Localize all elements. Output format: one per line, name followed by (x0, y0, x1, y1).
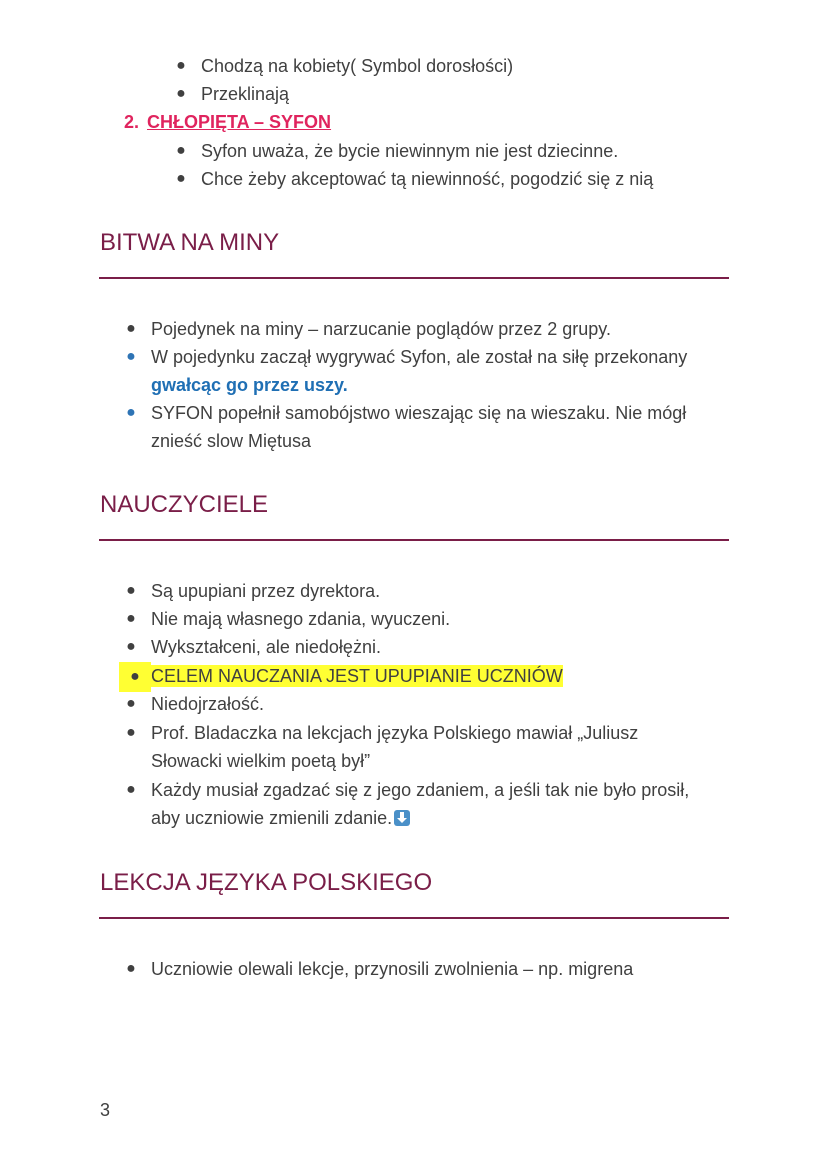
list-item (126, 955, 634, 983)
list-item (126, 776, 690, 804)
list-item (126, 399, 687, 427)
list-item (126, 343, 688, 371)
heading-divider (99, 917, 729, 919)
bullet-icon: ● (126, 582, 136, 599)
bullet-icon: ● (126, 695, 136, 712)
list-item (126, 577, 381, 605)
emphasized-text: gwałcąc go przez uszy. (151, 375, 348, 395)
down-arrow-icon (394, 810, 410, 826)
bullet-icon: ● (126, 610, 136, 627)
list-item-text: Chce żeby akceptować tą niewinność, pogodzić się z nią (201, 169, 654, 189)
list-item-text: SYFON popełnił samobójstwo wieszając się na wieszaku. Nie mógł (151, 403, 687, 423)
bullet-icon: ● (119, 662, 151, 692)
list-item-text: W pojedynku zaczął wygrywać Syfon, ale został na siłę przekonany (151, 347, 688, 367)
item-number: 2. (124, 112, 140, 132)
list-item (126, 315, 611, 343)
bullet-icon: ● (176, 85, 186, 102)
list-item-text: znieść slow Miętusa (151, 431, 312, 451)
list-item-text: Niedojrzałość. (151, 694, 265, 714)
list-item-text: Syfon uważa, że bycie niewinnym nie jest dziecinne. (201, 141, 619, 161)
bullet-icon: ● (126, 638, 136, 655)
heading-divider (99, 277, 729, 279)
bullet-icon: ● (126, 348, 136, 365)
list-item-continuation (151, 371, 348, 399)
page-number: 3 (100, 1100, 111, 1120)
bullet-icon: ● (126, 724, 136, 741)
list-item-text: aby uczniowie zmienili zdanie. (151, 808, 393, 828)
bullet-icon: ● (126, 320, 136, 337)
list-item-text: Chodzą na kobiety( Symbol dorosłości) (201, 56, 514, 76)
list-item-text: Prof. Bladaczka na lekcjach języka Polskiego mawiał „Juliusz (151, 723, 639, 743)
list-item-text: Są upupiani przez dyrektora. (151, 581, 381, 601)
section-heading-nauczyciele: NAUCZYCIELE (100, 491, 269, 518)
list-item (126, 605, 451, 633)
item-label: CHŁOPIĘTA – SYFON (147, 112, 332, 132)
list-item (126, 633, 381, 661)
list-item-highlighted (130, 662, 563, 690)
list-item-text: Przeklinają (201, 84, 290, 104)
list-item (126, 719, 639, 747)
bullet-icon: ● (176, 57, 186, 74)
list-item-text: Pojedynek na miny – narzucanie poglądów przez 2 grupy. (151, 319, 611, 339)
list-item-text: Uczniowie olewali lekcje, przynosili zwolnienia – np. migrena (151, 959, 634, 979)
list-item-text: Nie mają własnego zdania, wyuczeni. (151, 609, 451, 629)
list-item (176, 52, 514, 80)
list-item-text: Każdy musiał zgadzać się z jego zdaniem, a jeśli tak nie było prosił, (151, 780, 690, 800)
bullet-icon: ● (126, 781, 136, 798)
bullet-icon: ● (126, 404, 136, 421)
highlighted-text: CELEM NAUCZANIA JEST UPUPIANIE UCZNIÓW (151, 666, 563, 686)
bullet-icon: ● (176, 170, 186, 187)
list-item-continuation (151, 747, 370, 775)
list-item-text: Wykształceni, ale niedołężni. (151, 637, 381, 657)
bullet-icon: ● (176, 142, 186, 159)
list-item (126, 690, 265, 718)
list-item (176, 165, 654, 193)
list-item (176, 80, 290, 108)
list-item-continuation (151, 804, 410, 832)
list-item-text: Słowacki wielkim poetą był” (151, 751, 371, 771)
section-heading-lekcja: LEKCJA JĘZYKA POLSKIEGO (100, 869, 433, 896)
section-heading-bitwa: BITWA NA MINY (100, 229, 280, 256)
bullet-icon: ● (126, 960, 136, 977)
list-item-continuation (151, 427, 311, 455)
list-item (176, 137, 619, 165)
heading-divider (99, 539, 729, 541)
numbered-item-chlopieta (124, 108, 331, 136)
